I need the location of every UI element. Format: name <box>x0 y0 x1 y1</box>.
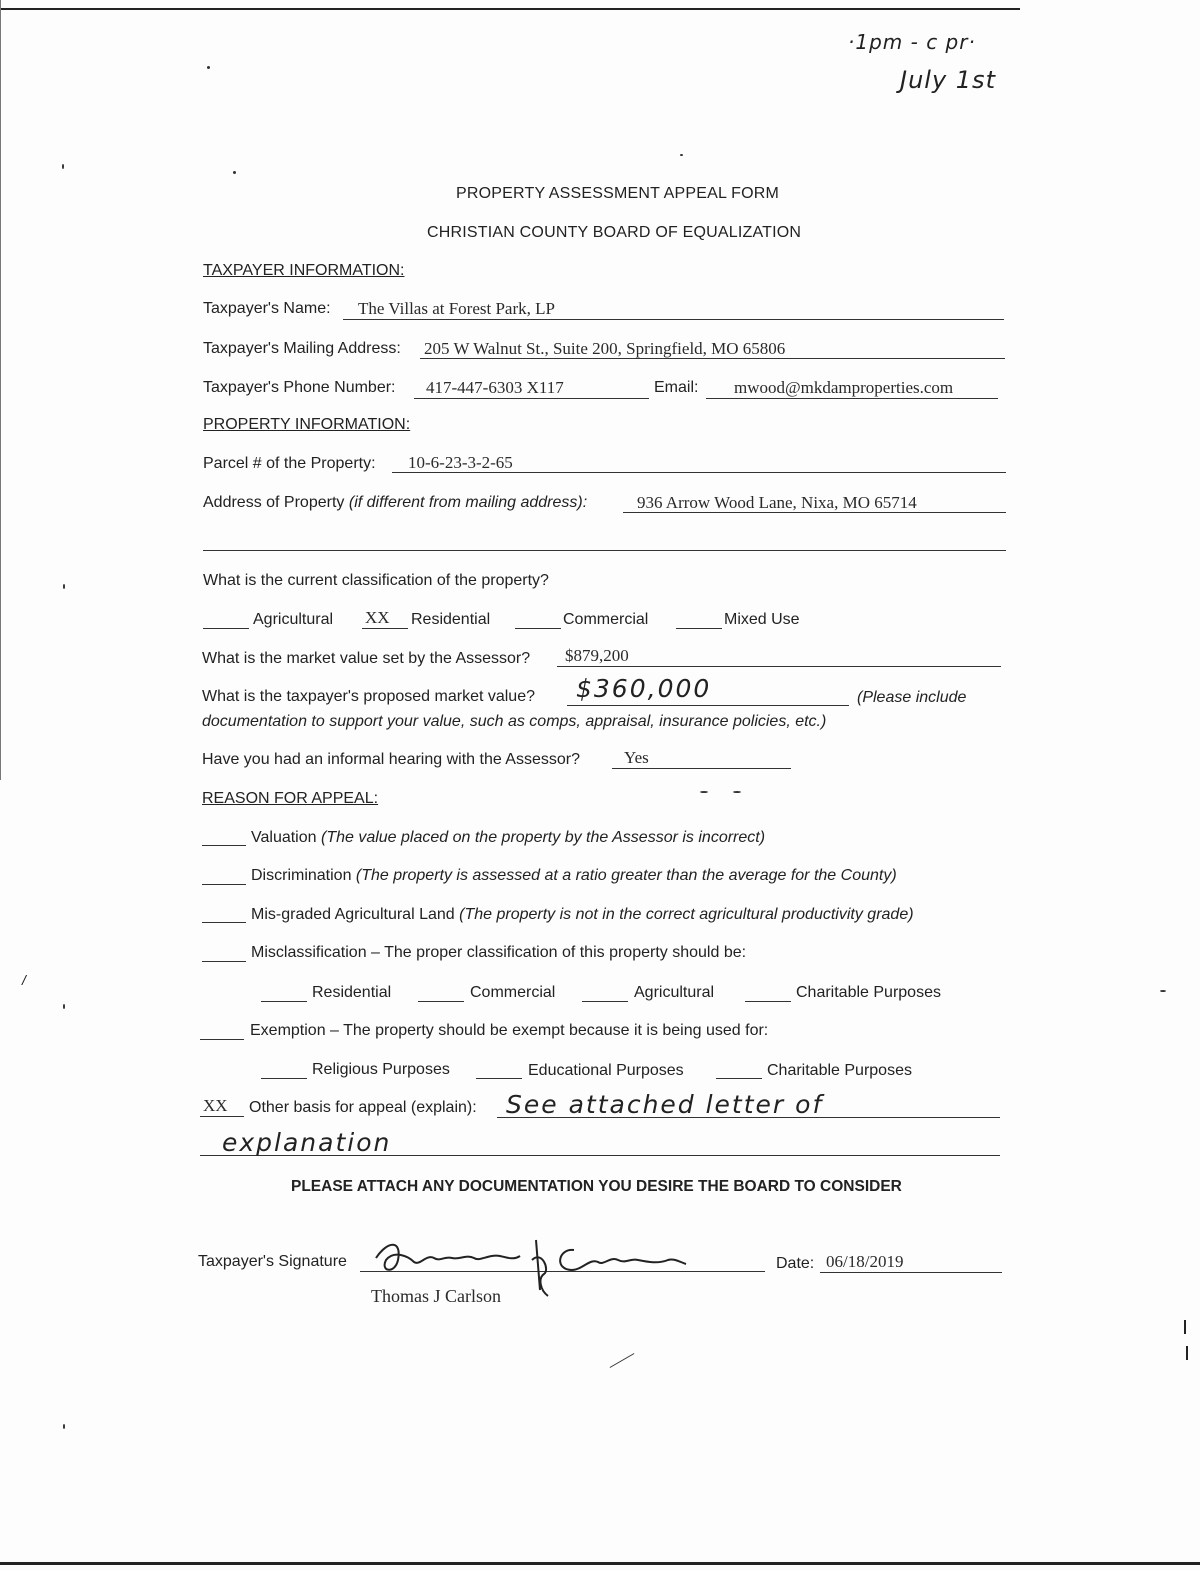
ex-educational-option: Educational Purposes <box>528 1062 684 1079</box>
scan-speck <box>63 1424 65 1429</box>
ex-educational-blank[interactable] <box>476 1078 522 1079</box>
misgraded-label: Mis-graded Agricultural Land <box>251 906 455 923</box>
property-address-label <box>203 494 587 512</box>
form-subtitle: CHRISTIAN COUNTY BOARD OF EQUALIZATION <box>427 224 802 241</box>
exemption-option: Exemption – The property should be exempt because it is being used for: <box>250 1022 769 1039</box>
email-label: Email: <box>654 379 699 396</box>
other-basis-label: Other basis for appeal (explain): <box>249 1099 477 1116</box>
scan-speck <box>62 164 64 169</box>
scan-speck <box>207 66 210 69</box>
parcel-label: Parcel # of the Property: <box>203 455 376 472</box>
valuation-note: (The value placed on the property by the Assessor is incorrect) <box>320 829 766 846</box>
mc-commercial-option: Commercial <box>470 984 556 1001</box>
property-address-label-note: (if different from mailing address): <box>348 494 588 511</box>
exemption-blank[interactable] <box>200 1039 244 1040</box>
market-value-value[interactable]: $879,200 <box>565 646 629 665</box>
market-value-label: What is the market value set by the Assessor? <box>202 650 531 667</box>
mailing-address-label: Taxpayer's Mailing Address: <box>203 340 401 357</box>
handwritten-note-line2: July 1st <box>900 66 996 94</box>
reason-for-appeal-heading: REASON FOR APPEAL: <box>202 790 379 807</box>
discrimination-blank[interactable] <box>202 884 246 885</box>
email-underline <box>706 398 998 399</box>
taxpayer-information-heading: TAXPAYER INFORMATION: <box>203 262 405 279</box>
misgraded-option <box>251 906 914 924</box>
taxpayer-name-underline <box>343 319 1004 320</box>
property-address-extra-line <box>203 550 1006 551</box>
discrimination-note: (The property is assessed at a ratio greater than the average for the County) <box>355 867 897 884</box>
scan-left-edge <box>0 0 1 780</box>
other-basis-handwritten-2[interactable]: explanation <box>222 1128 392 1157</box>
ex-religious-option: Religious Purposes <box>312 1061 450 1078</box>
valuation-label: Valuation <box>251 829 317 846</box>
ex-charitable-option: Charitable Purposes <box>767 1062 912 1079</box>
commercial-option: Commercial <box>563 611 649 628</box>
proposed-value-handwritten[interactable]: $360,000 <box>576 674 712 703</box>
informal-hearing-underline <box>612 768 791 769</box>
property-address-value[interactable]: 936 Arrow Wood Lane, Nixa, MO 65714 <box>637 493 917 512</box>
scan-speck <box>700 791 708 793</box>
scan-stroke <box>610 1353 635 1368</box>
property-information-heading: PROPERTY INFORMATION: <box>203 416 411 433</box>
scan-top-edge <box>0 8 1020 10</box>
proposed-value-note-1: (Please include <box>857 689 967 706</box>
signature-printed-name: Thomas J Carlson <box>371 1286 501 1306</box>
attach-documentation-notice: PLEASE ATTACH ANY DOCUMENTATION YOU DESIRE THE BOARD TO CONSIDER <box>291 1178 902 1195</box>
date-label: Date: <box>776 1255 815 1272</box>
discrimination-option <box>251 867 897 885</box>
property-address-label-text: Address of Property <box>203 494 345 511</box>
parcel-value[interactable]: 10-6-23-3-2-65 <box>408 453 513 472</box>
proposed-value-underline <box>567 705 849 706</box>
agricultural-blank[interactable] <box>203 628 249 629</box>
scan-mark: / <box>22 972 26 988</box>
mixed-use-option: Mixed Use <box>724 611 800 628</box>
residential-option: Residential <box>411 611 491 628</box>
date-underline <box>820 1272 1002 1273</box>
scan-speck <box>233 171 236 174</box>
misgraded-note: (The property is not in the correct agricultural productivity grade) <box>459 906 914 923</box>
discrimination-label: Discrimination <box>251 867 352 884</box>
proposed-value-label: What is the taxpayer's proposed market value? <box>202 688 535 705</box>
valuation-option <box>251 829 765 847</box>
phone-number-underline <box>414 398 649 399</box>
commercial-blank[interactable] <box>515 628 561 629</box>
residential-blank[interactable] <box>362 628 408 629</box>
classification-question: What is the current classification of the property? <box>203 572 549 589</box>
mc-charitable-option: Charitable Purposes <box>796 984 941 1001</box>
phone-number-label: Taxpayer's Phone Number: <box>203 379 396 396</box>
mc-agricultural-option: Agricultural <box>634 984 715 1001</box>
scan-speck <box>680 154 683 156</box>
residential-mark: XX <box>365 608 390 627</box>
phone-number-value[interactable]: 417-447-6303 X117 <box>426 378 564 397</box>
signature-label: Taxpayer's Signature <box>198 1253 347 1270</box>
ex-religious-blank[interactable] <box>261 1078 307 1079</box>
scan-speck <box>733 791 741 793</box>
proposed-value-note-2: documentation to support your value, such as comps, appraisal, insurance policies, etc.) <box>202 713 827 730</box>
market-value-underline <box>557 666 1001 667</box>
mc-agricultural-blank[interactable] <box>582 1001 628 1002</box>
informal-hearing-label: Have you had an informal hearing with the Assessor? <box>202 751 580 768</box>
taxpayer-name-label: Taxpayer's Name: <box>203 300 331 317</box>
mc-residential-option: Residential <box>312 984 392 1001</box>
taxpayer-name-value[interactable]: The Villas at Forest Park, LP <box>358 299 555 318</box>
misgraded-blank[interactable] <box>202 922 246 923</box>
mc-charitable-blank[interactable] <box>745 1001 791 1002</box>
scan-speck <box>63 584 65 589</box>
scan-right-mark <box>1184 1320 1186 1334</box>
scan-right-mark <box>1186 1346 1188 1360</box>
ex-charitable-blank[interactable] <box>716 1078 762 1079</box>
other-basis-handwritten-1[interactable]: See attached letter of <box>506 1090 824 1119</box>
mailing-address-value[interactable]: 205 W Walnut St., Suite 200, Springfield, MO 65806 <box>424 339 786 358</box>
mixed-use-blank[interactable] <box>676 628 722 629</box>
misclassification-option: Misclassification – The proper classification of this property should be: <box>251 944 747 961</box>
misclassification-blank[interactable] <box>202 961 246 962</box>
valuation-blank[interactable] <box>202 845 246 846</box>
other-basis-mark: XX <box>203 1096 228 1115</box>
date-value[interactable]: 06/18/2019 <box>826 1252 904 1271</box>
mc-residential-blank[interactable] <box>261 1001 307 1002</box>
scan-bottom-edge <box>0 1562 1200 1565</box>
agricultural-option: Agricultural <box>253 611 334 628</box>
informal-hearing-value[interactable]: Yes <box>624 748 649 767</box>
form-title: PROPERTY ASSESSMENT APPEAL FORM <box>456 185 780 202</box>
email-value[interactable]: mwood@mkdamproperties.com <box>734 378 954 397</box>
mc-commercial-blank[interactable] <box>418 1001 464 1002</box>
other-basis-blank[interactable] <box>200 1116 244 1117</box>
scan-speck <box>1160 990 1166 992</box>
scan-speck <box>63 1004 65 1009</box>
handwritten-note-line1: ·1pm - c pr· <box>848 30 976 54</box>
